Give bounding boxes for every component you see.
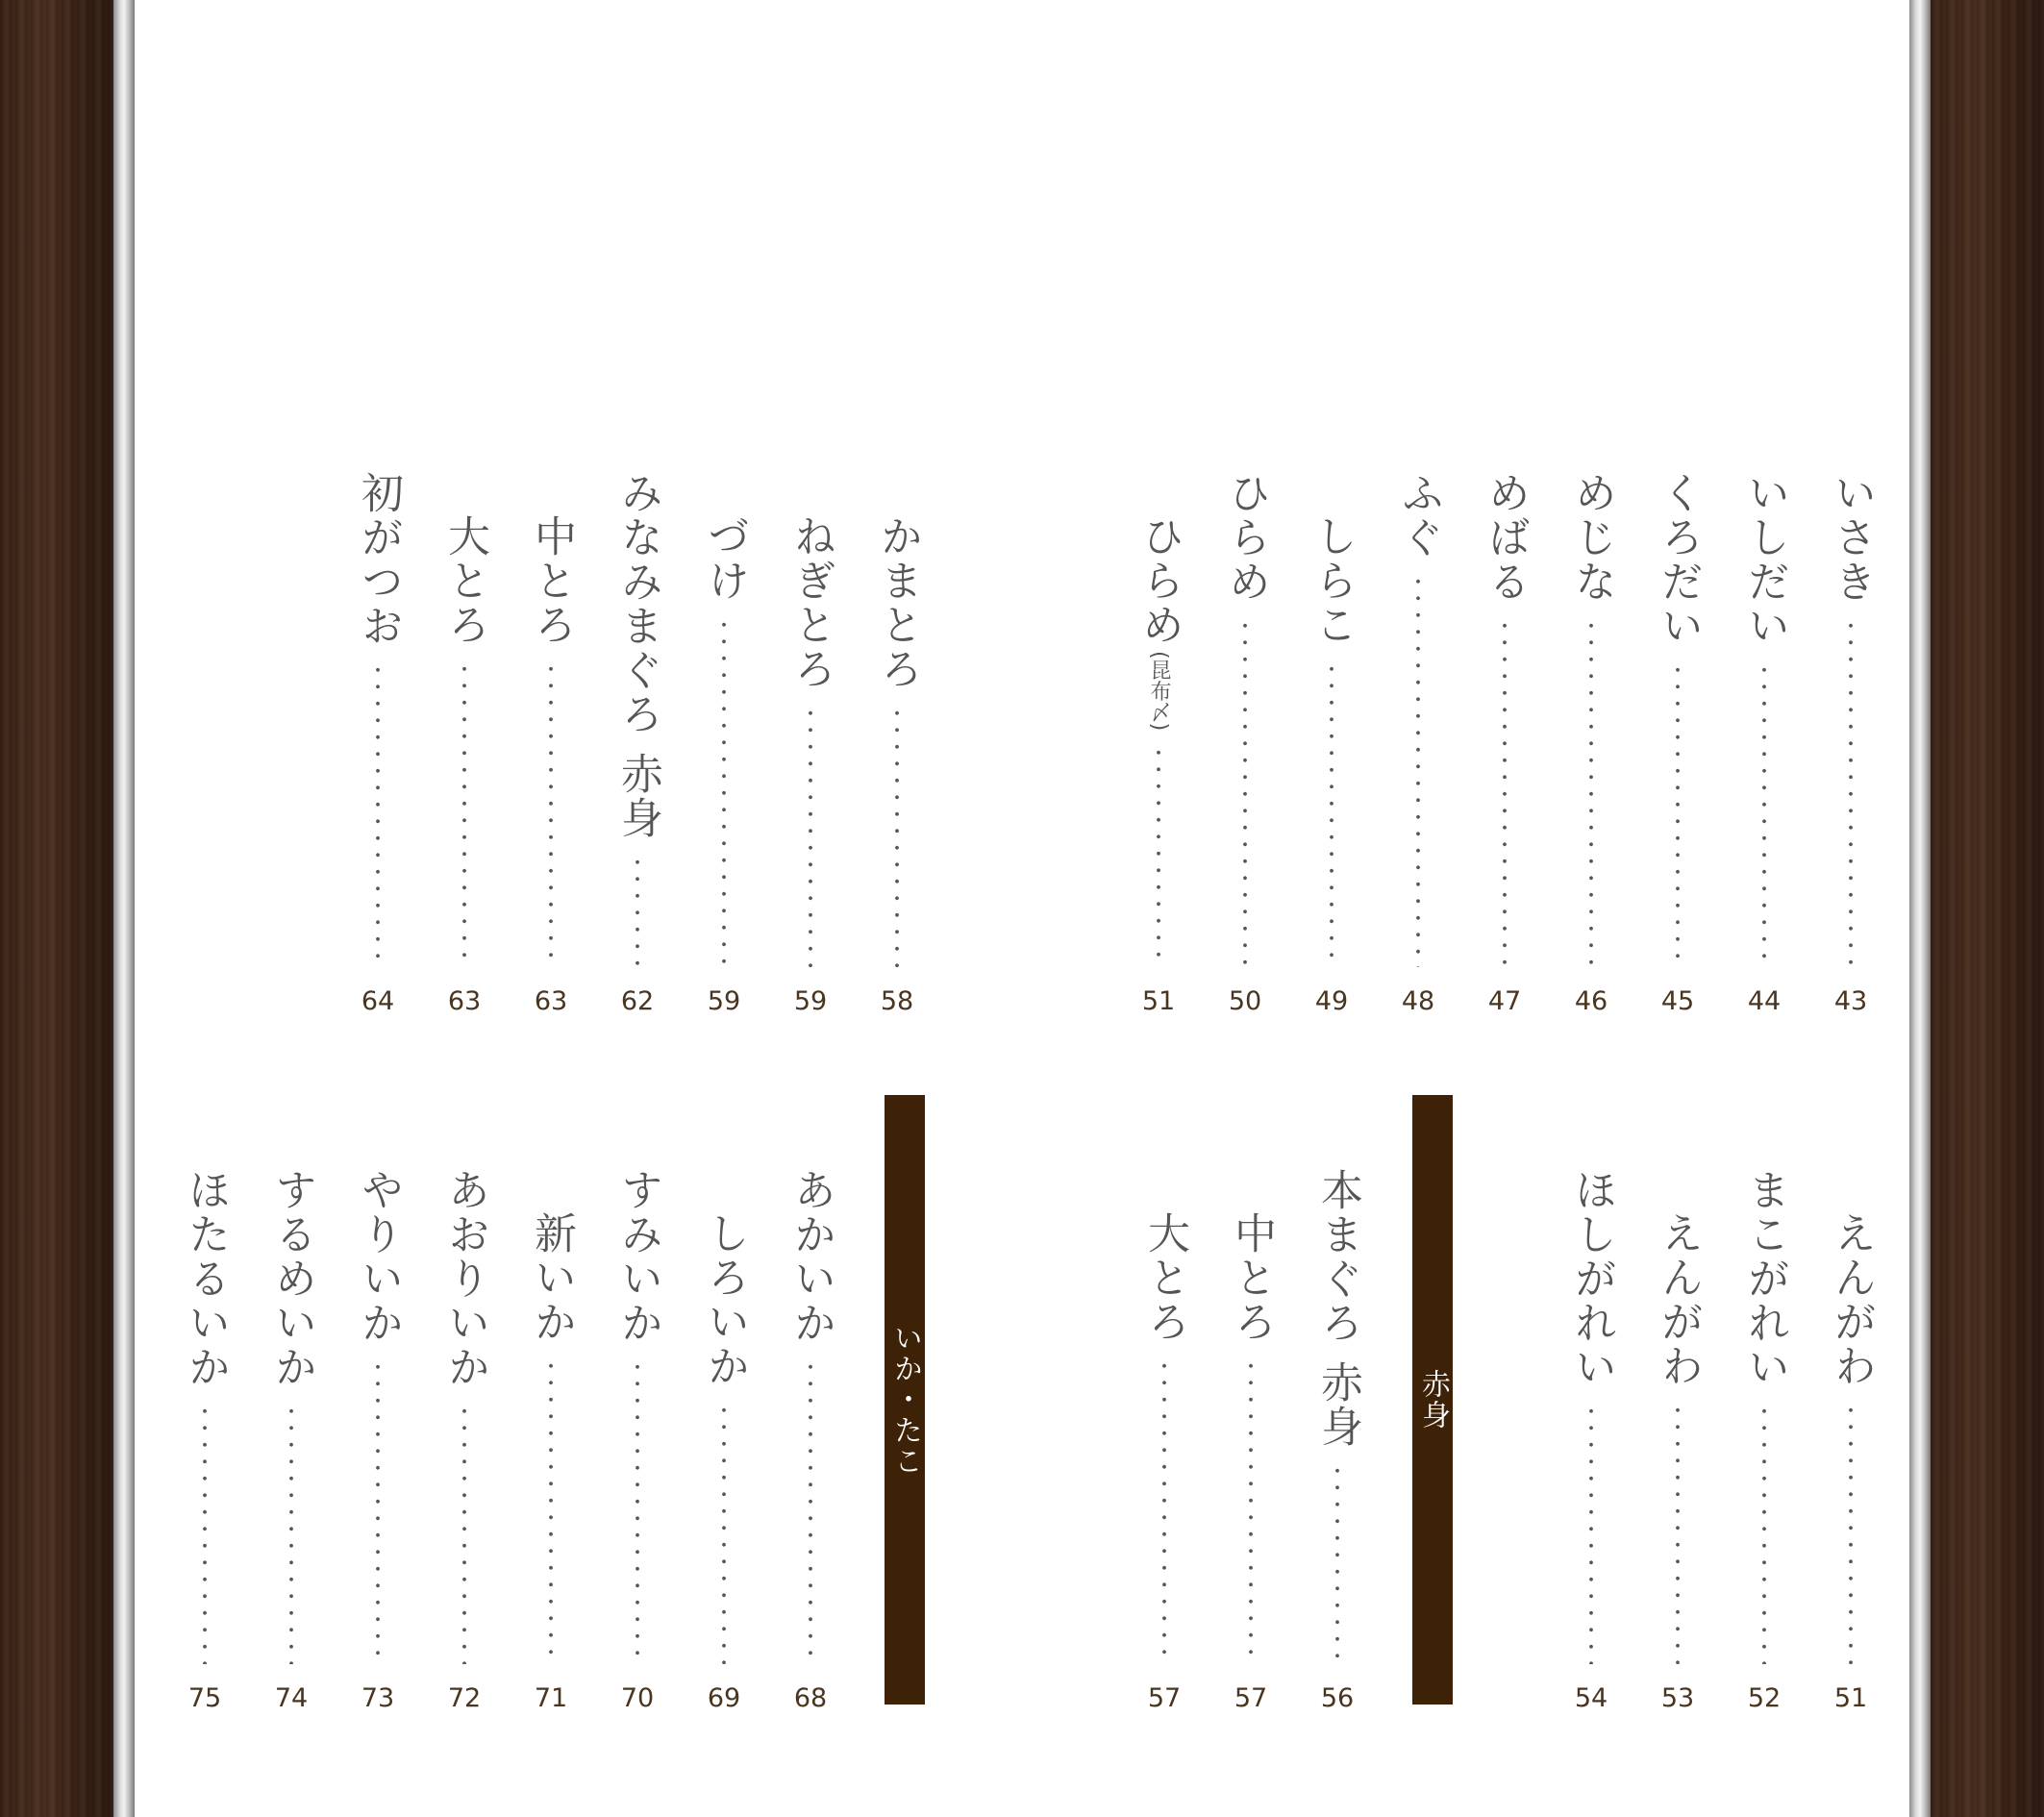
leader-dots	[1503, 617, 1507, 967]
leader-dots	[1589, 617, 1593, 967]
toc-entry[interactable]	[609, 471, 666, 1019]
leader-dots	[1243, 617, 1247, 967]
toc-entry[interactable]	[436, 514, 493, 1019]
leader-dots	[289, 1403, 293, 1664]
entry-page-number: 47	[1487, 986, 1522, 1016]
toc-entry[interactable]	[1135, 1211, 1193, 1716]
toc-entry[interactable]	[695, 514, 753, 1019]
entry-page-number: 74	[274, 1683, 309, 1713]
leader-dots	[549, 660, 553, 967]
entry-title: まこがれい	[1740, 1168, 1789, 1389]
leader-dots	[462, 660, 466, 967]
entry-title: ほたるいか	[181, 1168, 230, 1389]
entry-page-number: 70	[620, 1683, 655, 1713]
toc-entry[interactable]	[1735, 471, 1793, 1019]
toc-entry[interactable]	[782, 514, 839, 1019]
entry-page-number: 69	[707, 1683, 741, 1713]
toc-entry[interactable]	[1130, 514, 1187, 1019]
toc-entry[interactable]	[436, 1168, 493, 1716]
toc-entry[interactable]	[1222, 1211, 1280, 1716]
entry-page-number: 43	[1833, 986, 1868, 1016]
leader-dots	[1762, 1403, 1766, 1664]
entry-page-number: 63	[534, 986, 568, 1016]
entry-title: かまとろ	[873, 514, 922, 691]
leader-dots	[636, 1358, 639, 1664]
entry-page-number: 68	[793, 1683, 828, 1713]
toc-page	[135, 0, 1909, 1817]
entry-title: いさき	[1827, 471, 1876, 604]
leader-dots	[462, 1403, 466, 1664]
frame-right	[1909, 0, 1931, 1817]
entry-page-number: 51	[1833, 1683, 1868, 1713]
entry-title: あかいか	[786, 1168, 835, 1345]
toc-entry[interactable]	[262, 1168, 320, 1716]
toc-entry[interactable]	[1389, 471, 1447, 1019]
entry-page-number: 73	[361, 1683, 395, 1713]
toc-entry[interactable]	[695, 1211, 753, 1716]
entry-page-number: 64	[361, 986, 395, 1016]
entry-page-number: 58	[880, 986, 914, 1016]
entry-page-number: 44	[1747, 986, 1782, 1016]
entry-title: えんがわ	[1654, 1211, 1703, 1388]
toc-entry[interactable]	[349, 1168, 407, 1716]
entry-title: ほしがれい	[1567, 1168, 1616, 1389]
toc-entry[interactable]	[522, 514, 580, 1019]
leader-dots	[1335, 1462, 1339, 1664]
entry-page-number: 75	[187, 1683, 222, 1713]
entry-title: ひらめ	[1221, 471, 1270, 604]
entry-page-number: 62	[620, 986, 655, 1016]
entry-page-number: 45	[1660, 986, 1695, 1016]
entry-title: みなみまぐろ 赤身	[613, 471, 662, 840]
entry-page-number: 57	[1147, 1683, 1182, 1713]
wood-panel-right	[1931, 0, 2044, 1817]
wood-panel-left	[0, 0, 113, 1817]
leader-dots	[1676, 1402, 1680, 1664]
entry-page-number: 52	[1747, 1683, 1782, 1713]
toc-entry[interactable]	[1822, 1211, 1880, 1716]
toc-entry[interactable]	[868, 514, 926, 1019]
entry-title: めじな	[1567, 471, 1616, 604]
toc-entry[interactable]	[1649, 1211, 1707, 1716]
section-divider-akami	[1412, 1095, 1453, 1705]
toc-entry[interactable]	[1562, 471, 1620, 1019]
toc-entry[interactable]	[1309, 1168, 1366, 1716]
leader-dots	[376, 1358, 380, 1664]
entry-page-number: 59	[707, 986, 741, 1016]
leader-dots	[549, 1357, 553, 1664]
leader-dots	[1676, 661, 1680, 967]
entry-page-number: 51	[1141, 986, 1176, 1016]
leader-dots	[722, 1402, 726, 1664]
entry-page-number: 54	[1574, 1683, 1608, 1713]
entry-title: めばる	[1481, 471, 1530, 604]
toc-entry[interactable]	[349, 471, 407, 1019]
entry-page-number: 50	[1228, 986, 1262, 1016]
toc-entry[interactable]	[1216, 471, 1274, 1019]
section-divider-ika-tako	[885, 1095, 925, 1705]
toc-entry[interactable]	[1562, 1168, 1620, 1716]
leader-dots	[809, 1358, 812, 1664]
entry-title: 本まぐろ 赤身	[1313, 1168, 1362, 1449]
entry-page-number: 53	[1660, 1683, 1695, 1713]
entry-page-number: 72	[447, 1683, 482, 1713]
frame-left	[113, 0, 135, 1817]
section-label: 赤身	[1416, 1369, 1450, 1431]
entry-page-number: 59	[793, 986, 828, 1016]
entry-page-number: 63	[447, 986, 482, 1016]
leader-dots	[1157, 744, 1160, 967]
leader-dots	[636, 854, 639, 967]
leader-dots	[1249, 1357, 1253, 1664]
leader-dots	[203, 1403, 207, 1664]
toc-entry[interactable]	[782, 1168, 839, 1716]
entry-title: やりいか	[354, 1168, 403, 1345]
leader-dots	[895, 705, 899, 967]
entry-title: 中とろ	[1227, 1211, 1276, 1344]
entry-page-number: 48	[1401, 986, 1435, 1016]
leader-dots	[376, 661, 380, 967]
entry-title: しらこ	[1308, 514, 1357, 647]
leader-dots	[809, 705, 812, 967]
toc-entry[interactable]	[176, 1168, 234, 1716]
entry-title: えんがわ	[1827, 1211, 1876, 1388]
entry-page-number: 46	[1574, 986, 1608, 1016]
entry-note: (昆布〆)	[1147, 651, 1171, 732]
entry-title: あおりいか	[440, 1168, 489, 1389]
toc-entry[interactable]	[1822, 471, 1880, 1019]
entry-page-number: 56	[1320, 1683, 1355, 1713]
entry-title: ふぐ	[1394, 471, 1443, 560]
entry-title: ひらめ	[1134, 514, 1184, 647]
leader-dots	[1416, 573, 1420, 967]
leader-dots	[1589, 1403, 1593, 1664]
entry-title: 大とろ	[1140, 1211, 1189, 1344]
leader-dots	[1849, 617, 1853, 967]
leader-dots	[1849, 1402, 1853, 1664]
entry-page-number: 71	[534, 1683, 568, 1713]
entry-title: すみいか	[613, 1168, 662, 1345]
toc-entry[interactable]	[609, 1168, 666, 1716]
entry-title: 中とろ	[527, 514, 576, 647]
entry-title: いしだい	[1740, 471, 1789, 648]
entry-title: づけ	[700, 514, 749, 603]
entry-title: くろだい	[1654, 471, 1703, 648]
entry-page-number: 49	[1314, 986, 1349, 1016]
entry-page-number: 57	[1234, 1683, 1268, 1713]
leader-dots	[1762, 661, 1766, 967]
entry-title: ねぎとろ	[786, 514, 835, 691]
toc-entry[interactable]	[1303, 514, 1360, 1019]
entry-title: 大とろ	[440, 514, 489, 647]
toc-entry[interactable]	[1735, 1168, 1793, 1716]
leader-dots	[1162, 1357, 1166, 1664]
toc-entry[interactable]	[522, 1211, 580, 1716]
section-label: いか・たこ	[888, 1323, 922, 1477]
toc-entry[interactable]	[1649, 471, 1707, 1019]
entry-title: 新いか	[527, 1211, 576, 1344]
leader-dots	[722, 616, 726, 967]
leader-dots	[1330, 660, 1334, 967]
entry-title: しろいか	[700, 1211, 749, 1388]
toc-entry[interactable]	[1476, 471, 1533, 1019]
entry-title: するめいか	[267, 1168, 316, 1389]
entry-title: 初がつお	[354, 471, 403, 648]
